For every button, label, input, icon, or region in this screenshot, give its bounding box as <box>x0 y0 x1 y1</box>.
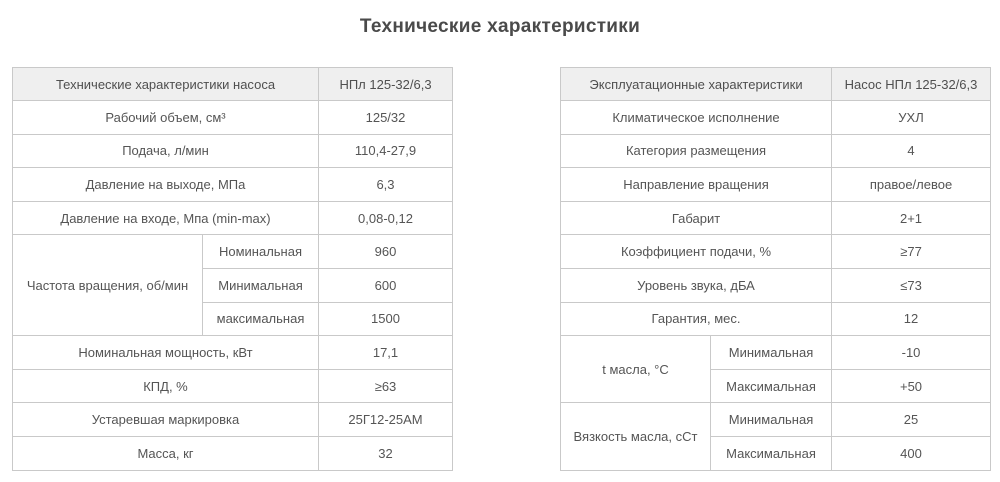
table-row <box>13 235 453 269</box>
row-value: 400 <box>832 436 991 470</box>
table-row <box>13 168 453 202</box>
row-value: 25Г12-25АМ <box>319 403 453 437</box>
row-value: УХЛ <box>832 101 991 135</box>
table-header-row <box>13 68 453 101</box>
row-label: Климатическое исполнение <box>561 101 832 135</box>
row-value: 110,4-27,9 <box>319 134 453 168</box>
row-label: Уровень звука, дБА <box>561 268 832 302</box>
table-row <box>13 201 453 235</box>
header-model: Насос НПл 125-32/6,3 <box>832 68 991 101</box>
operating-specs-table <box>560 67 991 471</box>
row-value: 2+1 <box>832 201 991 235</box>
header-pump-specs: Технические характеристики насоса <box>13 68 319 101</box>
group-label-oil-temperature: t масла, °С <box>561 336 711 403</box>
table-row <box>561 168 991 202</box>
sub-label: Минимальная <box>203 268 319 302</box>
row-label: Категория размещения <box>561 134 832 168</box>
row-value: -10 <box>832 336 991 370</box>
table-row <box>561 201 991 235</box>
row-value: 6,3 <box>319 168 453 202</box>
row-label: Гарантия, мес. <box>561 302 832 336</box>
row-label: Подача, л/мин <box>13 134 319 168</box>
table-row <box>561 336 991 370</box>
row-label: Направление вращения <box>561 168 832 202</box>
row-value: 125/32 <box>319 101 453 135</box>
row-label: Устаревшая маркировка <box>13 403 319 437</box>
row-value: правое/левое <box>832 168 991 202</box>
table-row <box>561 268 991 302</box>
row-value: 1500 <box>319 302 453 336</box>
pump-specs-table <box>12 67 453 471</box>
group-label-oil-viscosity: Вязкость масла, сСт <box>561 403 711 470</box>
row-value: 12 <box>832 302 991 336</box>
row-value: ≤73 <box>832 268 991 302</box>
sub-label: Номинальная <box>203 235 319 269</box>
row-value: ≥63 <box>319 369 453 403</box>
sub-label: максимальная <box>203 302 319 336</box>
group-label-rotation-speed: Частота вращения, об/мин <box>13 235 203 336</box>
table-row <box>13 336 453 370</box>
row-label: Давление на входе, Мпа (min-max) <box>13 201 319 235</box>
table-row <box>13 436 453 470</box>
row-value: 32 <box>319 436 453 470</box>
table-row <box>561 101 991 135</box>
sub-label: Минимальная <box>711 336 832 370</box>
table-header-row <box>561 68 991 101</box>
row-label: Масса, кг <box>13 436 319 470</box>
sub-label: Минимальная <box>711 403 832 437</box>
row-value: +50 <box>832 369 991 403</box>
row-label: Рабочий объем, см³ <box>13 101 319 135</box>
row-label: КПД, % <box>13 369 319 403</box>
row-value: 600 <box>319 268 453 302</box>
row-value: 0,08-0,12 <box>319 201 453 235</box>
header-operating-specs: Эксплуатационные характеристики <box>561 68 832 101</box>
row-label: Габарит <box>561 201 832 235</box>
row-value: 17,1 <box>319 336 453 370</box>
table-row <box>561 235 991 269</box>
table-row <box>13 403 453 437</box>
sub-label: Максимальная <box>711 369 832 403</box>
sub-label: Максимальная <box>711 436 832 470</box>
row-value: 960 <box>319 235 453 269</box>
table-row <box>561 302 991 336</box>
row-label: Давление на выходе, МПа <box>13 168 319 202</box>
row-value: ≥77 <box>832 235 991 269</box>
row-label: Коэффициент подачи, % <box>561 235 832 269</box>
row-value: 4 <box>832 134 991 168</box>
table-row <box>561 403 991 437</box>
table-row <box>561 134 991 168</box>
table-row <box>13 369 453 403</box>
row-label: Номинальная мощность, кВт <box>13 336 319 370</box>
table-row <box>13 101 453 135</box>
table-row <box>13 134 453 168</box>
row-value: 25 <box>832 403 991 437</box>
header-model: НПл 125-32/6,3 <box>319 68 453 101</box>
page-title: Технические характеристики <box>359 16 641 37</box>
